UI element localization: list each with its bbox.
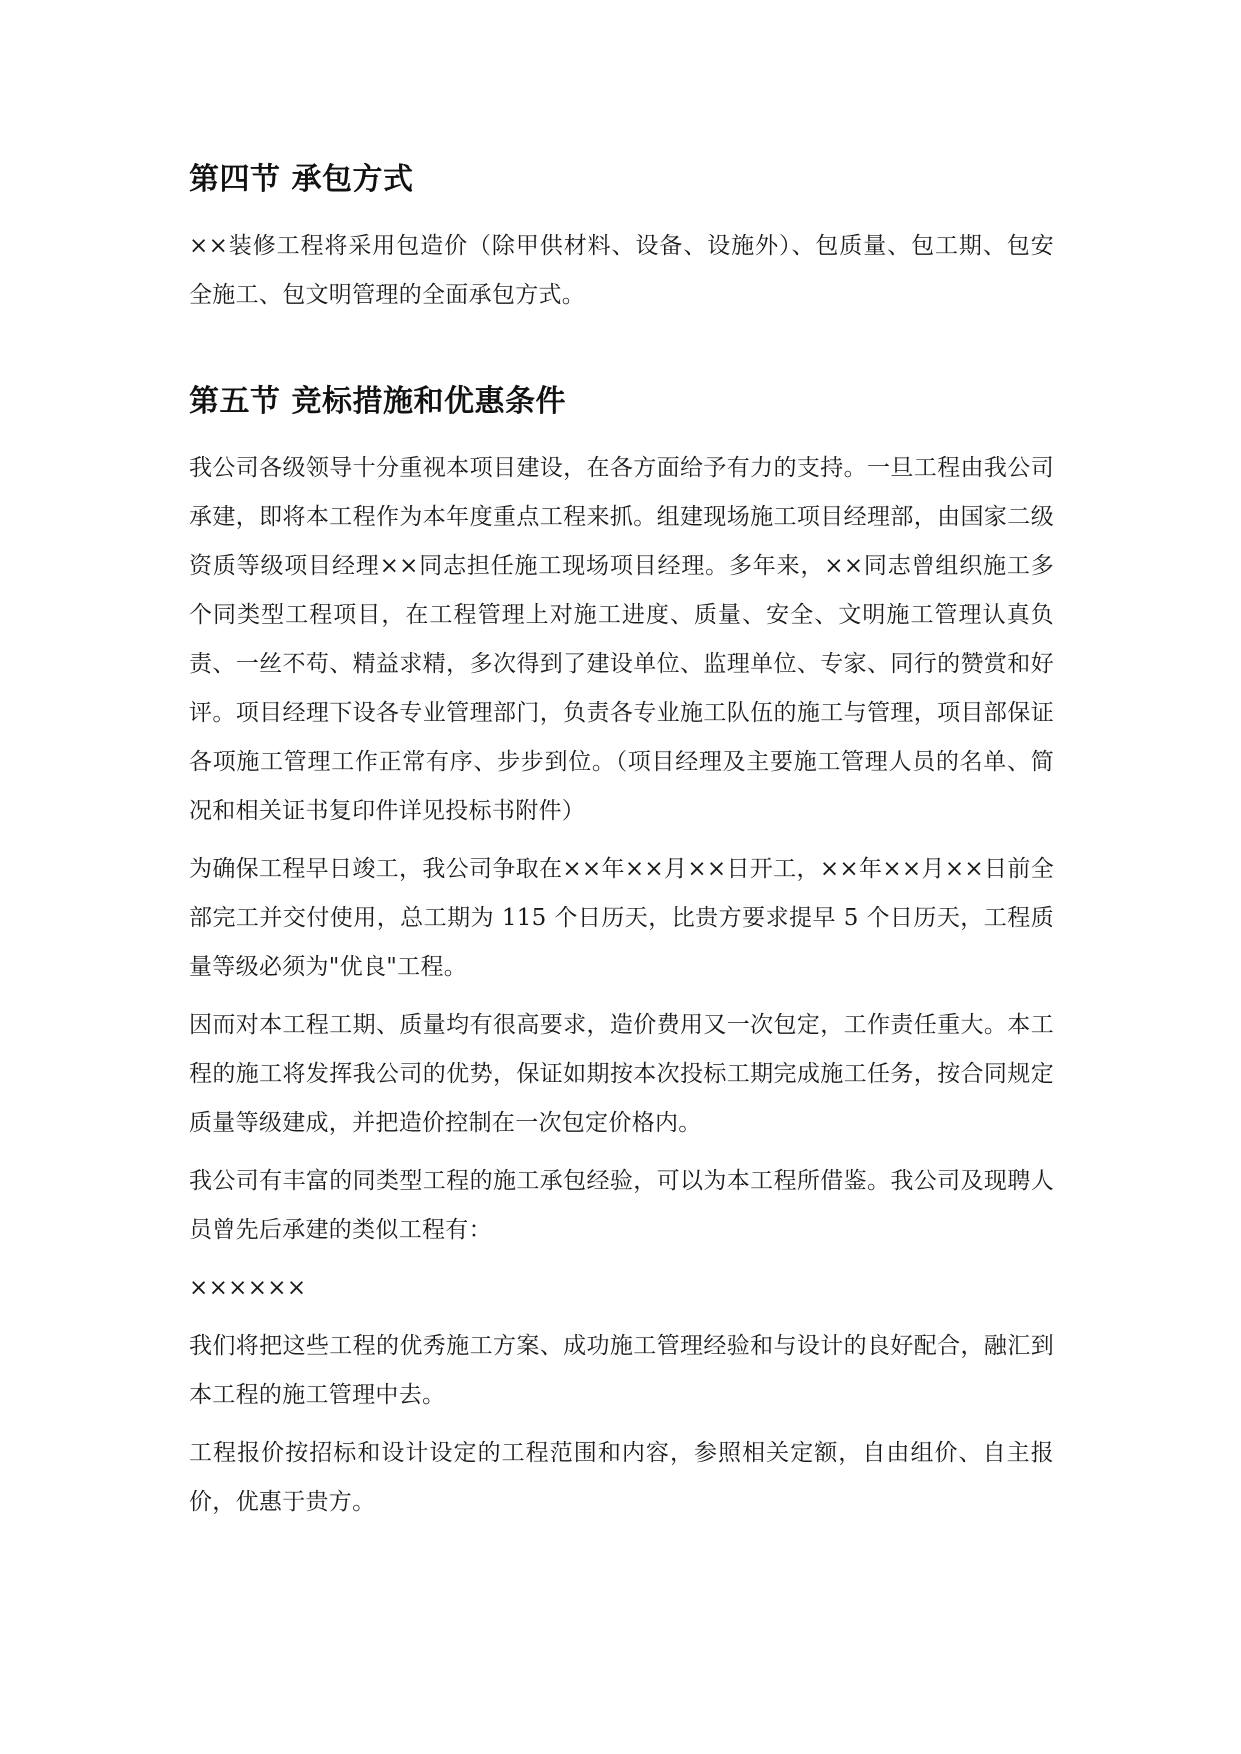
paragraph-pricing: 工程报价按招标和设计设定的工程范围和内容，参照相关定额，自由组价、自主报价，优惠于贵方。 xyxy=(189,1440,1054,1515)
section-heading-bid-measures: 第五节 竞标措施和优惠条件 xyxy=(189,384,566,419)
paragraph-requirements: 因而对本工程工期、质量均有很高要求，造价费用又一次包定，工作责任重大。本工程的施工将发挥我公司的优势，保证如期按本次投标工期完成施工任务，按合同规定质量等级建成，并把造价控制在一次包定价格内。 xyxy=(189,1012,1054,1136)
paragraph-schedule: 为确保工程早日竣工，我公司争取在××年××月××日开工，××年××月××日前全部完工并交付使用，总工期为 115 个日历天，比贵方要求提早 5 个日历天，工程质量等级必须为"优良"工程。 xyxy=(189,856,1054,980)
paragraph-similar-projects: ×××××× xyxy=(189,1275,307,1301)
document-page xyxy=(189,160,1054,1527)
paragraph-contract-method: ××装修工程将采用包造价（除甲供材料、设备、设施外）、包质量、包工期、包安全施工、包文明管理的全面承包方式。 xyxy=(189,233,1054,308)
paragraph-integration: 我们将把这些工程的优秀施工方案、成功施工管理经验和与设计的良好配合，融汇到本工程的施工管理中去。 xyxy=(189,1333,1054,1408)
section-heading-contract-method: 第四节 承包方式 xyxy=(189,162,414,197)
paragraph-experience: 我公司有丰富的同类型工程的施工承包经验，可以为本工程所借鉴。我公司及现聘人员曾先后承建的类似工程有： xyxy=(189,1168,1054,1243)
paragraph-company-support: 我公司各级领导十分重视本项目建设，在各方面给予有力的支持。一旦工程由我公司承建，即将本工程作为本年度重点工程来抓。组建现场施工项目经理部，由国家二级资质等级项目经理××同志担任施工现场项目经理。多年来，××同志曾组织施工多个同类型工程项目，在工程管理上对施工进度、质量、安全、文明施工管理认真负责、一丝不苟、精益求精，多次得到了建设单位、监理单位、专家、同行的赞赏和好评。项目经理下设各专业管理部门，负责各专业施工队伍的施工与管理，项目部保证各项施工管理工作正常有序、步步到位。（项目经理及主要施工管理人员的名单、简况和相关证书复印件详见投标书附件） xyxy=(189,455,1054,824)
